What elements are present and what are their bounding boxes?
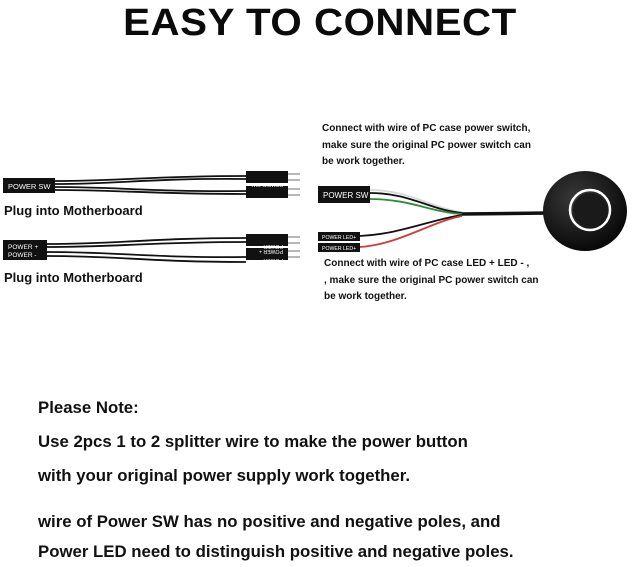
switch-note-line-2: make sure the original PC power switch can: [322, 139, 531, 151]
power-sw-splitter: [3, 171, 300, 202]
led-splitter-pin-label-3: POWER -: [260, 257, 283, 263]
led-splitter-wires: [47, 238, 246, 262]
button-sw-connector-label: POWER SW: [323, 191, 369, 200]
sw-splitter-pins: [288, 174, 300, 195]
sw-splitter-caption: Plug into Motherboard: [4, 203, 143, 218]
led-splitter-pin-label-4: POWER +: [258, 262, 283, 268]
power-button-face: [573, 193, 607, 227]
led-splitter-source-label-plus: POWER +: [8, 244, 39, 251]
power-led-splitter: [3, 234, 300, 268]
button-led-connector-label-1: POWER LED+: [322, 235, 357, 241]
led-note-line-2: , make sure the original PC power switch can: [324, 274, 539, 286]
led-splitter-pin-label-1: POWER -: [260, 243, 283, 249]
led-note-line-3: be work together.: [324, 291, 407, 302]
led-splitter-pin-label-2: POWER +: [258, 248, 283, 254]
sw-splitter-pin-label-2: POWER SW: [251, 196, 283, 202]
switch-note-line-3: be work together.: [322, 156, 405, 167]
led-note-line-1: Connect with wire of PC case LED + LED - ,: [324, 258, 530, 269]
note-line-1: Use 2pcs 1 to 2 splitter wire to make the power button: [38, 432, 468, 451]
note-line-3: wire of Power SW has no positive and negative poles, and: [38, 512, 501, 531]
button-main-cable: [462, 213, 548, 214]
button-led-connector-label-2: POWER LED+: [322, 246, 357, 252]
power-button-cable: [318, 171, 627, 252]
led-splitter-pins: [288, 237, 300, 257]
sw-splitter-wires: [55, 176, 246, 194]
switch-note-line-1: Connect with wire of PC case power switch,: [322, 123, 531, 134]
note-line-4: Power LED need to distinguish positive and negative poles.: [38, 542, 514, 561]
led-splitter-source-label-minus: POWER -: [8, 252, 37, 259]
switch-connection-note: [322, 121, 640, 171]
led-splitter-caption: Plug into Motherboard: [4, 270, 143, 285]
led-connection-note: [324, 256, 640, 306]
note-heading: Please Note:: [38, 398, 139, 417]
page-title: EASY TO CONNECT: [123, 2, 517, 44]
sw-splitter-source-label: POWER SW: [8, 182, 51, 191]
sw-splitter-pin-label-1: POWER SW: [251, 181, 283, 187]
button-cable-wires: [360, 190, 462, 247]
note-line-2: with your original power supply work together.: [38, 466, 411, 485]
